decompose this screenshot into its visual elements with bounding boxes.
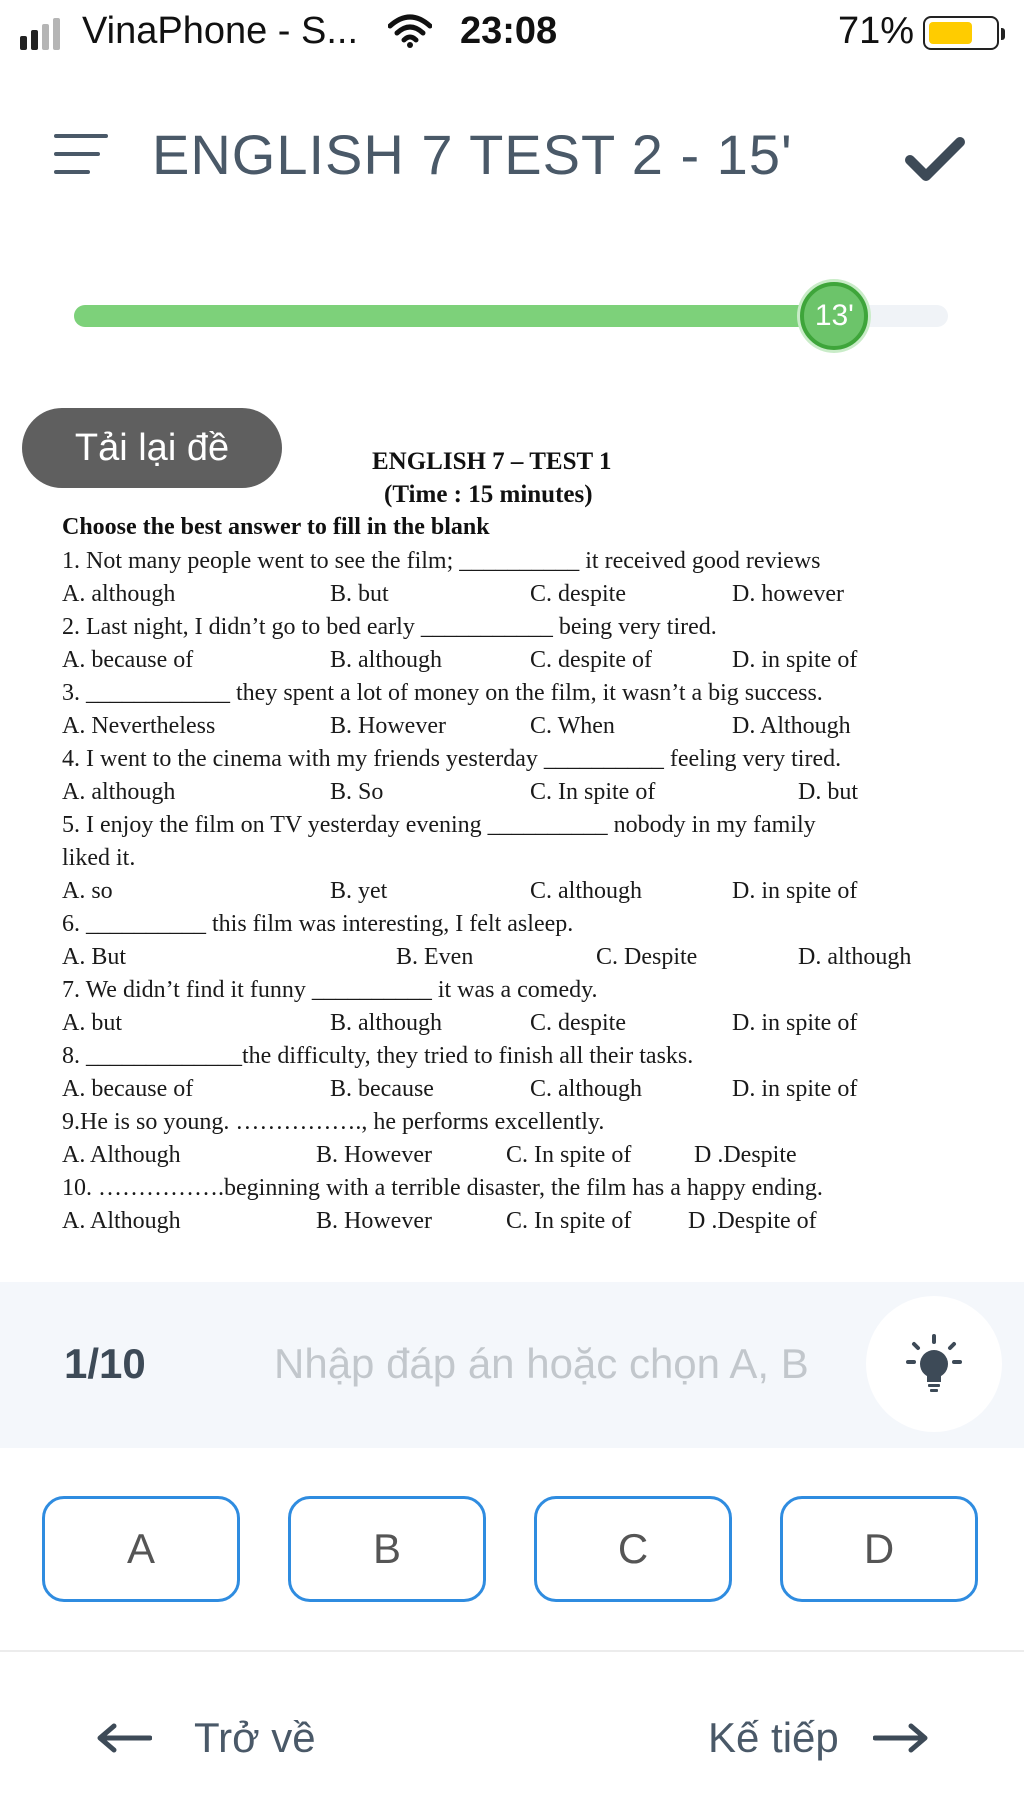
question-option: A. although [62, 581, 176, 607]
answer-input[interactable] [272, 1330, 824, 1398]
question-option: A. but [62, 1010, 122, 1036]
page-title: ENGLISH 7 TEST 2 - 15' [152, 123, 793, 186]
question-text-continued: liked it. [62, 845, 136, 871]
wifi-icon [388, 14, 432, 53]
question-option: C. In spite of [506, 1142, 632, 1168]
question-option: D. but [798, 779, 858, 805]
question-option: A. although [62, 779, 176, 805]
choice-b-button[interactable]: B [288, 1496, 486, 1602]
question-option: C. In spite of [506, 1208, 632, 1234]
question-text: 4. I went to the cinema with my friends yesterday __________ feeling very tired. [62, 746, 842, 772]
question-text: 6. __________ this film was interesting, I felt asleep. [62, 911, 574, 937]
question-text: 1. Not many people went to see the film; __________ it received good reviews [62, 548, 821, 574]
question-text: 5. I enjoy the film on TV yesterday evening __________ nobody in my family [62, 812, 816, 838]
back-button[interactable] [96, 1708, 316, 1768]
question-option: B. Even [396, 944, 474, 970]
carrier-name: VinaPhone - S... [82, 10, 359, 52]
document-subtitle: (Time : 15 minutes) [384, 481, 593, 508]
question-option: B. although [330, 647, 442, 673]
question-option: D. in spite of [732, 1010, 858, 1036]
question-option: C. despite [530, 1010, 626, 1036]
choice-c-button[interactable]: C [534, 1496, 732, 1602]
question-counter: 1/10 [64, 1340, 146, 1387]
question-option: B. but [330, 581, 389, 607]
question-option: C. although [530, 1076, 642, 1102]
question-option: A. so [62, 878, 113, 904]
question-text: 9.He is so young. ……………., he performs excellently. [62, 1109, 605, 1135]
question-text: 7. We didn’t find it funny __________ it was a comedy. [62, 977, 598, 1003]
arrow-left-icon [96, 1723, 152, 1753]
question-option: D. Although [732, 713, 851, 739]
lightbulb-icon [906, 1334, 962, 1394]
battery-percent: 71% [838, 10, 915, 52]
timer-knob: 13' [800, 282, 868, 350]
document-instruction: Choose the best answer to fill in the blank [62, 514, 490, 540]
question-option: D. in spite of [732, 878, 858, 904]
divider [0, 1650, 1024, 1652]
battery-icon [923, 16, 999, 50]
question-option: A. Although [62, 1142, 181, 1168]
next-label: Kế tiếp [708, 1714, 839, 1761]
question-option: C. although [530, 878, 642, 904]
question-option: B. So [330, 779, 384, 805]
question-option: B. yet [330, 878, 388, 904]
question-option: B. However [330, 713, 446, 739]
question-option: A. But [62, 944, 127, 970]
question-option: B. because [330, 1076, 434, 1102]
question-option: B. However [316, 1142, 432, 1168]
question-option: A. Although [62, 1208, 181, 1234]
reload-test-button[interactable]: Tải lại đề [22, 408, 282, 488]
timer-progress-fill [74, 305, 834, 327]
next-button[interactable] [708, 1708, 929, 1768]
question-option: A. Nevertheless [62, 713, 216, 739]
check-icon[interactable] [904, 134, 966, 184]
question-option: B. although [330, 1010, 442, 1036]
question-option: C. despite [530, 581, 626, 607]
menu-icon[interactable] [54, 134, 108, 176]
question-option: D. in spite of [732, 647, 858, 673]
question-option: D. although [798, 944, 912, 970]
status-bar [0, 0, 1024, 64]
question-option: D .Despite of [688, 1208, 817, 1234]
back-label: Trở về [194, 1714, 316, 1761]
question-option: D. however [732, 581, 844, 607]
choice-a-button[interactable]: A [42, 1496, 240, 1602]
arrow-right-icon [873, 1723, 929, 1753]
battery-level [929, 22, 972, 44]
question-option: B. However [316, 1208, 432, 1234]
document-title: ENGLISH 7 – TEST 1 [372, 448, 612, 475]
question-option: A. because of [62, 647, 194, 673]
question-text: 8. _____________the difficulty, they tried to finish all their tasks. [62, 1043, 694, 1069]
question-option: C. In spite of [530, 779, 656, 805]
question-text: 2. Last night, I didn’t go to bed early ___________ being very tired. [62, 614, 717, 640]
question-option: A. because of [62, 1076, 194, 1102]
question-text: 10. …………….beginning with a terrible disaster, the film has a happy ending. [62, 1175, 823, 1201]
question-option: D .Despite [694, 1142, 797, 1168]
choice-d-button[interactable]: D [780, 1496, 978, 1602]
hint-button[interactable] [866, 1296, 1002, 1432]
question-option: D. in spite of [732, 1076, 858, 1102]
question-option: C. Despite [596, 944, 698, 970]
question-option: C. When [530, 713, 615, 739]
question-text: 3. ____________ they spent a lot of money on the film, it wasn’t a big success. [62, 680, 823, 706]
signal-icon [20, 14, 72, 50]
clock: 23:08 [460, 10, 558, 52]
question-option: C. despite of [530, 647, 652, 673]
